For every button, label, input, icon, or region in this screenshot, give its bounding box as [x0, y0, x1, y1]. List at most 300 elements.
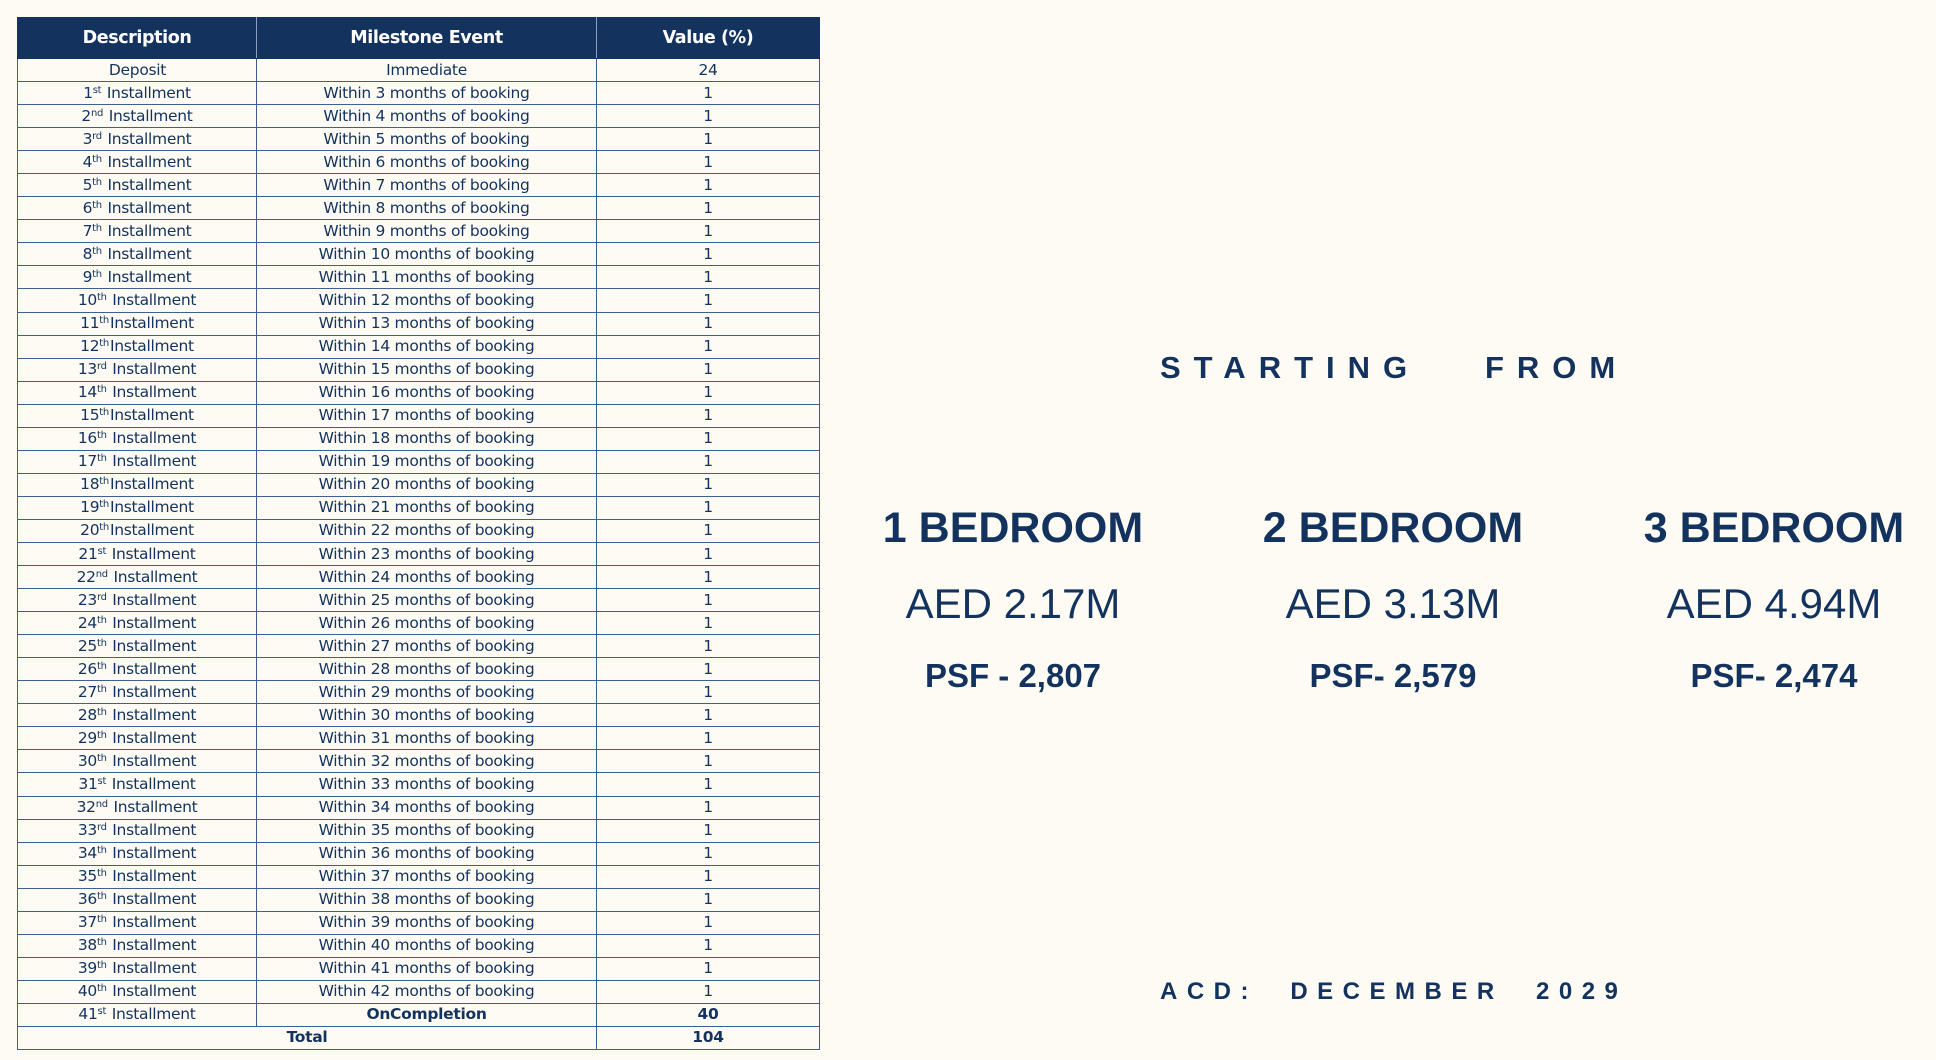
description-cell — [18, 197, 257, 220]
milestone-cell: Within 17 months of booking — [257, 404, 597, 427]
description-cell — [18, 1003, 257, 1026]
value-cell: 1 — [597, 888, 820, 911]
installment-number: 12 — [80, 337, 100, 356]
value-cell: 1 — [597, 358, 820, 381]
description-cell — [18, 566, 257, 589]
milestone-cell: Within 10 months of booking — [257, 243, 597, 266]
ordinal-suffix: rd — [96, 591, 107, 603]
ordinal-suffix: th — [99, 315, 109, 327]
description-text: Installment — [108, 567, 198, 586]
ordinal-suffix: th — [96, 660, 107, 672]
installment-number: 26 — [77, 659, 97, 678]
table-row — [18, 658, 820, 681]
value-cell: 1 — [597, 589, 820, 612]
value-cell: 1 — [597, 519, 820, 542]
value-cell: 1 — [597, 197, 820, 220]
installment-number: 24 — [77, 613, 97, 632]
installment-number: 29 — [77, 728, 97, 747]
ordinal-suffix: th — [92, 222, 102, 234]
value-cell: 1 — [597, 612, 820, 635]
description-cell — [18, 151, 257, 174]
ordinal-suffix: th — [96, 706, 107, 718]
value-cell: 1 — [597, 957, 820, 980]
installment-number: 2 — [81, 106, 91, 125]
description-cell — [18, 105, 257, 128]
installment-number: 4 — [82, 152, 93, 171]
installment-number: 25 — [77, 636, 97, 655]
value-cell: 1 — [597, 819, 820, 842]
description-text: Installment — [102, 267, 192, 286]
table-row — [18, 773, 820, 796]
value-cell: 1 — [597, 566, 820, 589]
description-cell — [18, 934, 257, 957]
description-cell — [18, 957, 257, 980]
milestone-cell: Within 31 months of booking — [257, 727, 597, 750]
value-cell: 1 — [597, 750, 820, 773]
table-row — [18, 105, 820, 128]
description-text: Installment — [107, 544, 196, 563]
table-row — [18, 335, 820, 358]
description-cell — [18, 635, 257, 658]
installment-number: 36 — [77, 890, 97, 909]
unit-price: AED 2.17M — [905, 580, 1121, 627]
table-row — [18, 243, 820, 266]
table-row — [18, 589, 820, 612]
installment-number: 6 — [82, 198, 93, 217]
table-row — [18, 358, 820, 381]
value-cell: 1 — [597, 934, 820, 957]
table-row — [18, 220, 820, 243]
description-text: Installment — [102, 152, 192, 171]
value-cell: 1 — [597, 865, 820, 888]
table-row — [18, 635, 820, 658]
description-text: Installment — [107, 751, 197, 770]
description-cell — [18, 266, 257, 289]
description-cell — [18, 174, 257, 197]
value-cell: 1 — [597, 635, 820, 658]
table-row — [18, 496, 820, 519]
ordinal-suffix: th — [96, 983, 107, 995]
value-cell: 1 — [597, 82, 820, 105]
description-cell — [18, 681, 257, 704]
installment-number: 37 — [77, 913, 97, 932]
milestone-cell: Within 22 months of booking — [257, 519, 597, 542]
ordinal-suffix: th — [92, 268, 102, 280]
installment-number: 10 — [77, 290, 97, 309]
description-cell — [18, 82, 257, 105]
table-row — [18, 888, 820, 911]
installment-number: 31 — [78, 774, 98, 793]
description-cell — [18, 496, 257, 519]
unit-card-2-bedroom — [1203, 500, 1583, 698]
description-cell — [18, 727, 257, 750]
milestone-cell: Within 18 months of booking — [257, 427, 597, 450]
installment-number: 5 — [82, 175, 93, 194]
description-text: Installment — [109, 521, 194, 540]
installment-number: 14 — [77, 383, 97, 402]
value-cell: 1 — [597, 496, 820, 519]
description-text: Installment — [107, 821, 197, 840]
ordinal-suffix: th — [96, 384, 107, 396]
value-cell: 1 — [597, 796, 820, 819]
table-row — [18, 427, 820, 450]
value-cell: 1 — [597, 243, 820, 266]
table-row — [18, 796, 820, 819]
installment-number: 17 — [77, 452, 97, 471]
description-text: Installment — [104, 106, 193, 125]
milestone-cell: Within 19 months of booking — [257, 450, 597, 473]
description-text: Installment — [107, 429, 197, 448]
milestone-cell: Within 29 months of booking — [257, 681, 597, 704]
installment-number: 3 — [82, 129, 93, 148]
milestone-cell: Within 3 months of booking — [257, 82, 597, 105]
description-cell — [18, 243, 257, 266]
description-text: Installment — [107, 890, 197, 909]
installment-number: 40 — [77, 982, 97, 1001]
description-cell — [18, 335, 257, 358]
description-text: Installment — [109, 314, 194, 333]
ordinal-suffix: th — [96, 914, 107, 926]
unit-price: AED 4.94M — [1666, 580, 1882, 627]
installment-number: 15 — [80, 406, 100, 425]
starting-from-heading: STARTING FROM — [1160, 350, 1629, 385]
table-row — [18, 450, 820, 473]
milestone-cell: Within 14 months of booking — [257, 335, 597, 358]
header-milestone-event: Milestone Event — [257, 18, 597, 59]
table-row — [18, 174, 820, 197]
unit-psf: PSF - 2,807 — [924, 657, 1102, 694]
description-cell — [18, 980, 257, 1003]
description-text: Installment — [107, 290, 197, 309]
ordinal-suffix: rd — [96, 361, 107, 373]
table-row — [18, 957, 820, 980]
ordinal-suffix: th — [96, 891, 107, 903]
description-cell — [18, 59, 257, 82]
ordinal-suffix: th — [92, 199, 102, 211]
value-cell: 1 — [597, 266, 820, 289]
value-cell: 1 — [597, 704, 820, 727]
table-row — [18, 566, 820, 589]
table-row — [18, 82, 820, 105]
table-row — [18, 911, 820, 934]
table-row — [18, 59, 820, 82]
description-text: Installment — [107, 659, 197, 678]
table-row — [18, 980, 820, 1003]
value-cell: 40 — [597, 1003, 820, 1026]
value-cell: 1 — [597, 473, 820, 496]
description-cell — [18, 888, 257, 911]
description-text: Installment — [102, 221, 192, 240]
table-row — [18, 727, 820, 750]
ordinal-suffix: th — [92, 153, 102, 165]
description-text: Installment — [107, 705, 197, 724]
ordinal-suffix: st — [97, 545, 107, 557]
header-description: Description — [18, 18, 257, 59]
ordinal-suffix: th — [96, 752, 107, 764]
milestone-cell: Within 36 months of booking — [257, 842, 597, 865]
milestone-cell: Immediate — [257, 59, 597, 82]
description-cell — [18, 289, 257, 312]
value-cell: 1 — [597, 911, 820, 934]
unit-psf: PSF- 2,474 — [1690, 657, 1858, 694]
milestone-cell: Within 24 months of booking — [257, 566, 597, 589]
description-cell — [18, 128, 257, 151]
description-text: Installment — [107, 936, 197, 955]
description-cell — [18, 312, 257, 335]
description-cell — [18, 819, 257, 842]
ordinal-suffix: th — [96, 729, 107, 741]
milestone-cell: Within 37 months of booking — [257, 865, 597, 888]
description-text: Installment — [108, 798, 198, 817]
ordinal-suffix: th — [99, 522, 109, 534]
description-text: Installment — [109, 498, 194, 517]
installment-number: 1 — [83, 83, 93, 102]
table-row — [18, 842, 820, 865]
value-cell: 24 — [597, 59, 820, 82]
milestone-cell: Within 23 months of booking — [257, 542, 597, 565]
description-text: Installment — [107, 682, 197, 701]
milestone-cell: Within 41 months of booking — [257, 957, 597, 980]
table-row — [18, 197, 820, 220]
description-text: Installment — [107, 867, 197, 886]
milestone-cell: Within 7 months of booking — [257, 174, 597, 197]
table-row — [18, 128, 820, 151]
installment-number: 20 — [80, 521, 100, 540]
milestone-cell: Within 40 months of booking — [257, 934, 597, 957]
installment-number: 21 — [78, 544, 98, 563]
installment-number: 27 — [77, 682, 97, 701]
value-cell: 1 — [597, 450, 820, 473]
description-text: Installment — [107, 1005, 196, 1024]
pricing-panel — [820, 0, 1936, 1060]
table-row — [18, 404, 820, 427]
installment-number: 16 — [77, 429, 97, 448]
description-text: Installment — [107, 774, 196, 793]
ordinal-suffix: th — [96, 868, 107, 880]
milestone-cell: Within 4 months of booking — [257, 105, 597, 128]
installment-number: 28 — [77, 705, 97, 724]
value-cell: 1 — [597, 289, 820, 312]
description-text: Installment — [102, 83, 191, 102]
milestone-cell: Within 35 months of booking — [257, 819, 597, 842]
description-text: Installment — [102, 198, 192, 217]
description-cell — [18, 589, 257, 612]
description-text: Installment — [107, 913, 197, 932]
milestone-cell: Within 27 months of booking — [257, 635, 597, 658]
ordinal-suffix: th — [92, 176, 102, 188]
table-row — [18, 1003, 820, 1026]
description-text: Installment — [107, 360, 197, 379]
total-row — [18, 1026, 820, 1049]
description-text: Installment — [109, 475, 194, 494]
ordinal-suffix: nd — [90, 107, 104, 119]
ordinal-suffix: th — [96, 845, 107, 857]
ordinal-suffix: th — [96, 614, 107, 626]
description-text: Installment — [107, 728, 197, 747]
value-cell: 1 — [597, 312, 820, 335]
description-cell — [18, 612, 257, 635]
milestone-cell: Within 11 months of booking — [257, 266, 597, 289]
value-cell: 1 — [597, 773, 820, 796]
description-text: Deposit — [108, 60, 167, 79]
description-text: Installment — [107, 844, 197, 863]
ordinal-suffix: th — [96, 291, 107, 303]
table-row — [18, 612, 820, 635]
ordinal-suffix: st — [92, 84, 102, 96]
installment-number: 9 — [82, 267, 93, 286]
value-cell: 1 — [597, 980, 820, 1003]
total-label: Total — [18, 1026, 597, 1049]
unit-card-3-bedroom — [1584, 500, 1936, 698]
ordinal-suffix: st — [97, 1006, 107, 1018]
installment-number: 35 — [77, 867, 97, 886]
milestone-cell: Within 20 months of booking — [257, 473, 597, 496]
table-row — [18, 750, 820, 773]
installment-number: 11 — [80, 314, 100, 333]
table-body — [18, 59, 820, 1027]
installment-number: 38 — [77, 936, 97, 955]
value-cell: 1 — [597, 105, 820, 128]
completion-date: ACD: DECEMBER 2029 — [1160, 978, 1628, 1005]
description-text: Installment — [107, 982, 197, 1001]
value-cell: 1 — [597, 335, 820, 358]
ordinal-suffix: th — [96, 683, 107, 695]
description-cell — [18, 473, 257, 496]
description-text: Installment — [107, 590, 197, 609]
ordinal-suffix: th — [99, 407, 109, 419]
description-cell — [18, 773, 257, 796]
milestone-cell: Within 33 months of booking — [257, 773, 597, 796]
milestone-cell: Within 39 months of booking — [257, 911, 597, 934]
ordinal-suffix: th — [92, 245, 102, 257]
description-cell — [18, 658, 257, 681]
milestone-cell: Within 34 months of booking — [257, 796, 597, 819]
table-row — [18, 865, 820, 888]
description-cell — [18, 381, 257, 404]
description-cell — [18, 865, 257, 888]
description-cell — [18, 220, 257, 243]
unit-price: AED 3.13M — [1285, 580, 1501, 627]
description-text: Installment — [102, 175, 192, 194]
installment-number: 7 — [82, 221, 93, 240]
table-row — [18, 519, 820, 542]
unit-title: 3 BEDROOM — [1643, 504, 1905, 552]
milestone-cell: Within 13 months of booking — [257, 312, 597, 335]
milestone-cell: Within 16 months of booking — [257, 381, 597, 404]
description-text: Installment — [107, 636, 197, 655]
description-cell — [18, 358, 257, 381]
description-text: Installment — [107, 383, 197, 402]
description-text: Installment — [109, 406, 194, 425]
ordinal-suffix: th — [99, 476, 109, 488]
description-text: Installment — [109, 337, 194, 356]
table-row — [18, 704, 820, 727]
ordinal-suffix: th — [96, 937, 107, 949]
milestone-cell: Within 38 months of booking — [257, 888, 597, 911]
installment-number: 8 — [82, 244, 93, 263]
milestone-cell: Within 8 months of booking — [257, 197, 597, 220]
installment-number: 18 — [80, 475, 100, 494]
ordinal-suffix: th — [99, 338, 109, 350]
milestone-cell: Within 9 months of booking — [257, 220, 597, 243]
table-row — [18, 934, 820, 957]
installment-number: 22 — [76, 567, 96, 586]
ordinal-suffix: th — [96, 960, 107, 972]
description-cell — [18, 427, 257, 450]
milestone-cell: Within 28 months of booking — [257, 658, 597, 681]
unit-card-1-bedroom — [823, 500, 1203, 698]
description-text: Installment — [102, 129, 192, 148]
value-cell: 1 — [597, 658, 820, 681]
value-cell: 1 — [597, 381, 820, 404]
description-text: Installment — [107, 959, 197, 978]
milestone-cell: Within 21 months of booking — [257, 496, 597, 519]
ordinal-suffix: th — [99, 499, 109, 511]
unit-title: 2 BEDROOM — [1262, 504, 1524, 552]
value-cell: 1 — [597, 427, 820, 450]
header-value-percent: Value (%) — [597, 18, 820, 59]
table-row — [18, 289, 820, 312]
milestone-cell: Within 12 months of booking — [257, 289, 597, 312]
description-cell — [18, 796, 257, 819]
description-cell — [18, 842, 257, 865]
installment-number: 32 — [76, 798, 96, 817]
table-header-row — [18, 18, 820, 59]
description-cell — [18, 911, 257, 934]
description-text: Installment — [102, 244, 192, 263]
ordinal-suffix: rd — [92, 130, 102, 142]
ordinal-suffix: nd — [95, 799, 108, 811]
milestone-cell: Within 30 months of booking — [257, 704, 597, 727]
installment-number: 19 — [80, 498, 100, 517]
milestone-cell: Within 32 months of booking — [257, 750, 597, 773]
installment-number: 13 — [77, 360, 97, 379]
value-cell: 1 — [597, 727, 820, 750]
description-cell — [18, 450, 257, 473]
table-row — [18, 266, 820, 289]
installment-number: 33 — [77, 821, 97, 840]
description-cell — [18, 704, 257, 727]
description-cell — [18, 404, 257, 427]
description-cell — [18, 519, 257, 542]
description-text: Installment — [107, 452, 197, 471]
ordinal-suffix: st — [97, 775, 107, 787]
description-cell — [18, 750, 257, 773]
table-row — [18, 312, 820, 335]
value-cell: 1 — [597, 404, 820, 427]
ordinal-suffix: th — [96, 453, 107, 465]
milestone-cell: Within 15 months of booking — [257, 358, 597, 381]
milestone-cell: Within 25 months of booking — [257, 589, 597, 612]
value-cell: 1 — [597, 542, 820, 565]
milestone-cell: Within 42 months of booking — [257, 980, 597, 1003]
value-cell: 1 — [597, 151, 820, 174]
unit-title: 1 BEDROOM — [882, 504, 1144, 552]
milestone-cell: Within 26 months of booking — [257, 612, 597, 635]
ordinal-suffix: nd — [95, 568, 108, 580]
installment-number: 30 — [77, 751, 97, 770]
payment-plan-table — [17, 17, 820, 1050]
value-cell: 1 — [597, 681, 820, 704]
table-row — [18, 381, 820, 404]
milestone-cell: Within 6 months of booking — [257, 151, 597, 174]
installment-number: 34 — [77, 844, 97, 863]
installment-number: 41 — [78, 1005, 98, 1024]
milestone-cell: Within 5 months of booking — [257, 128, 597, 151]
installment-number: 23 — [77, 590, 97, 609]
value-cell: 1 — [597, 128, 820, 151]
description-cell — [18, 542, 257, 565]
